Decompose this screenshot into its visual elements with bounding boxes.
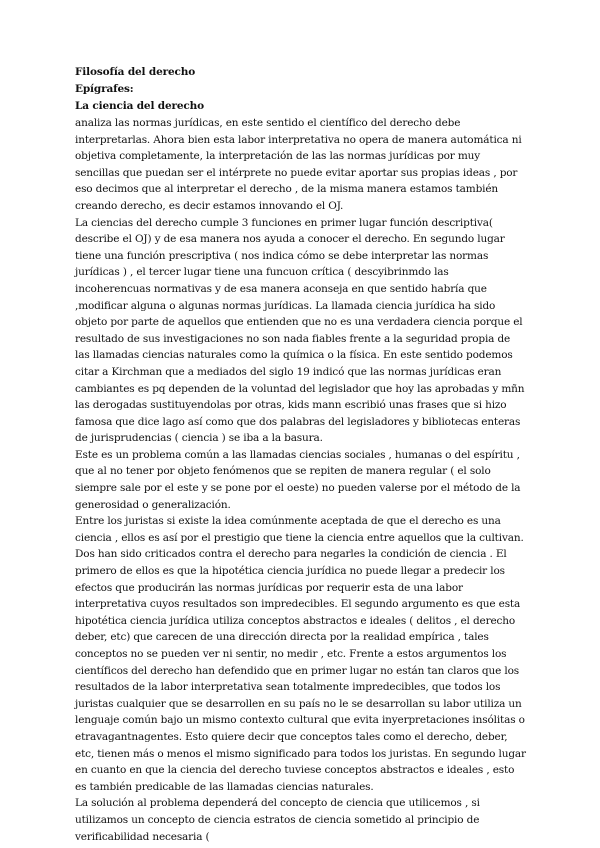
section-heading: La ciencia del derecho xyxy=(75,100,205,112)
paragraph: La ciencias del derecho cumple 3 funciones en primer lugar función descriptiva( describe el OJ) y de esa manera nos ayuda a conocer el derecho. En segundo lugar tiene una función prescriptiva ( nos indica cómo se debe interpretar las normas jurídicas ) , el tercer lugar tiene una funcuon crítica ( descyibrinmdo las incoherencuas normativas y de esa manera aconseja en que sentido habría que ,modificar alguna o algunas normas jurídicas. La llamada ciencia jurídica ha sido objeto por parte de aquellos que entienden que no es una verdadera ciencia porque el resultado de sus investigaciones no son nada fiables frente a la seguridad propia de las llamadas ciencias naturales como la química o la física. En este sentido podemos citar a Kirchman que a mediados del siglo 19 indicó que las normas jurídicas eran cambiantes es pq dependen de la voluntad del legislador que hoy las aprobadas y mñn las derogadas sustituyendolas por otras, kids mann escribió unas frases que si hizo famosa que dice lago así como que dos palabras del legisladores y bibliotecas enteras de jurisprudencias ( ciencia ) se iba a la basura. xyxy=(75,216,525,445)
paragraph: La solución al problema dependerá del concepto de ciencia que utilicemos , si utilizamos un concepto de ciencia estratos de ciencia sometido al principio de verificabilidad necesaria ( xyxy=(75,797,480,843)
paragraph: Entre los juristas si existe la idea comúnmente aceptada de que el derecho es una ciencia , ellos es así por el prestigio que tiene la ciencia entre aquellos que la cultivan. Dos han sido criticados contra el derecho para negarles la condición de ciencia . El primero de ellos es que la hipotética ciencia jurídica no puede llegar a predecir los efectos que producirán las normas jurídicas por requerir esta de una labor interpretativa cuyos resultados son impredecibles. El segundo argumento es que esta hipotética ciencia jurídica utiliza conceptos abstractos e ideales ( delitos , el derecho deber, etc) que carecen de una dirección directa por la realidad empírica , tales conceptos no se pueden ver ni sentir, no medir , etc. Frente a estos argumentos los científicos del derecho han defendido que en primer lugar no están tan claros que los resultados de la labor interpretativa sean totalmente impredecibles, que todos los juristas cualquier que se desarrollen en su país no le se desarrollan su labor utiliza un lenguaje común bajo un mismo contexto cultural que evita inyerpretaciones insólitas o etravagantnagentes. Esto quiere decir que conceptos tales como el derecho, deber, etc, tienen más o menos el mismo significado para todos los juristas. En segundo lugar en cuanto en que la ciencia del derecho tuviese conceptos abstractos e ideales , esto es también predicable de las llamadas ciencias naturales. xyxy=(75,515,526,793)
document-title: Filosofía del derecho xyxy=(75,66,196,78)
epigraphs-label: Epígrafes: xyxy=(75,83,134,95)
paragraph: Este es un problema común a las llamadas ciencias sociales , humanas o del espíritu , que al no tener por objeto fenómenos que se repiten de manera regular ( el solo siempre sale por el este y se pone por el oeste) no pueden valerse por el método de la generosidad o generalización. xyxy=(75,448,521,511)
paragraph: analiza las normas jurídicas, en este sentido el científico del derecho debe interpretarlas. Ahora bien esta labor interpretativa no opera de manera automática ni objetiva completamente, la interpretación de las las normas jurídicas por muy sencillas que puedan ser el intérprete no puede evitar aportar sus propias ideas , por eso decimos que al interpretar el derecho , de la misma manera estamos también creando derecho, es decir estamos innovando el OJ. xyxy=(75,117,522,212)
